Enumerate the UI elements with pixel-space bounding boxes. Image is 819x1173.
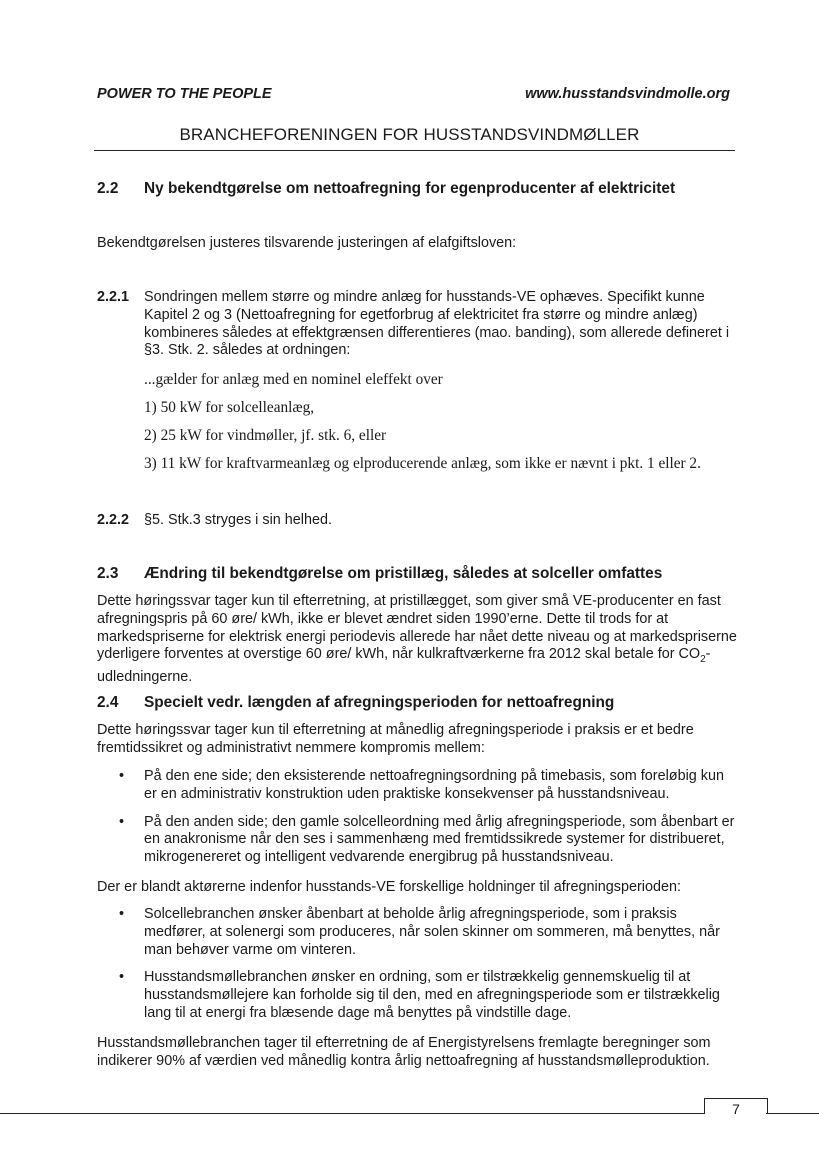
- paragraph-text-end: -udledningerne.: [97, 646, 711, 686]
- section-2-4-intro: Dette høringssvar tager kun til efterretning at månedlig afregningsperiode i praksis er et bedre fremtidssikret og administrativt nemmere kompromis mellem:: [97, 722, 694, 756]
- list-item: [97, 814, 737, 867]
- list-item-text: På den ene side; den eksisterende nettoafregningsordning på timebasis, som foreløbig kun er en administrativ konstruktion uden praktiske konsekvenser på husstandsniveau.: [144, 768, 724, 802]
- bullet-list-1: [97, 768, 737, 867]
- subscript-2: 2: [700, 654, 706, 666]
- bullet-icon: •: [119, 969, 125, 986]
- subsection-number: 2.2.1: [97, 289, 130, 305]
- list-item: [97, 906, 737, 959]
- footer-divider-right: [766, 1113, 819, 1114]
- section-number: 2.4: [97, 694, 119, 711]
- section-title: Ny bekendtgørelse om nettoafregning for egenproducenter af elektricitet: [144, 180, 676, 197]
- bullet-icon: •: [119, 768, 125, 784]
- section-2-4-middle: Der er blandt aktørerne indenfor husstands-VE forskellige holdninger til afregningsperioden:: [97, 879, 681, 895]
- footer-divider-left: [0, 1113, 705, 1114]
- section-heading-2-2: [97, 180, 675, 198]
- organization-title: BRANCHEFORENINGEN FOR HUSSTANDSVINDMØLLER: [179, 125, 640, 144]
- subsection-2-2-1: [97, 289, 737, 360]
- section-2-3-paragraph: [97, 593, 737, 687]
- section-title: Ændring til bekendtgørelse om pristillæg, således at solceller omfattes: [144, 565, 663, 582]
- header-slogan: POWER TO THE PEOPLE: [97, 86, 272, 102]
- bullet-icon: •: [119, 906, 125, 922]
- section-number: 2.3: [97, 565, 119, 582]
- list-item: [97, 969, 737, 1022]
- subsection-text: Sondringen mellem større og mindre anlæg for husstands-VE ophæves. Specifikt kunne Kapitel 2 og 3 (Nettoafregning for egetforbrug af elektricitet fra større og mindre anlæg) kombineres således at effektgrænsen differentieres (mao. banding), som allerede defineret i §3. Stk. 2. således at ordningen:: [144, 289, 730, 359]
- section-title: Specielt vedr. længden af afregningsperioden for nettoafregning: [144, 694, 615, 711]
- list-item-text: Husstandsmøllebranchen ønsker en ordning, som er tilstrækkelig gennemskuelig til at husstandsmøllejere kan forholde sig til den, med en afregningsperiode som er tilstrækkelig lang til at energi fra blæsende dage må benyttes på vindstille dage.: [144, 969, 720, 1021]
- list-item-text: På den anden side; den gamle solcelleordning med årlig afregningsperiode, som åbenbart er en anakronisme når den ses i sammenhæng med fremtidssikrede systemer for distribueret, mikrogenereret og intelligent vedvarende energibrug på husstandsniveau.: [144, 813, 735, 866]
- header-divider: [94, 150, 735, 151]
- section-heading-2-3: [97, 565, 662, 583]
- quote-line-2: 2) 25 kW for vindmøller, jf. stk. 6, eller: [144, 427, 387, 444]
- section-2-4-closing: Husstandsmøllebranchen tager til efterretning de af Energistyrelsens fremlagte beregninger som indikerer 90% af værdien ved månedlig kontra årlig nettoafregning af husstandsmølleproduktion.: [97, 1035, 711, 1069]
- section-heading-2-4: [97, 694, 614, 712]
- header-website[interactable]: www.husstandsvindmolle.org: [525, 86, 730, 102]
- quote-line-intro: ...gælder for anlæg med en nominel eleffekt over: [144, 371, 443, 388]
- bullet-icon: •: [119, 813, 125, 830]
- bullet-list-2: [97, 906, 737, 1023]
- section-number: 2.2: [97, 180, 119, 197]
- list-item-text: Solcellebranchen ønsker åbenbart at beholde årlig afregningsperiode, som i praksis medfører, at solenergi som produceres, når solen skinner om sommeren, må benyttes, når man behøver varme om vinteren.: [144, 906, 720, 958]
- subsection-number: 2.2.2: [97, 512, 130, 528]
- subsection-2-2-2: [97, 512, 737, 530]
- subsection-text: §5. Stk.3 stryges i sin helhed.: [144, 512, 332, 528]
- list-item: [97, 768, 737, 804]
- quote-line-3: 3) 11 kW for kraftvarmeanlæg og elproducerende anlæg, som ikke er nævnt i pkt. 1 eller 2.: [144, 455, 701, 472]
- paragraph-text: Dette høringssvar tager kun til efterretning, at pristillægget, som giver små VE-producenter en fast afregningspris på 60 øre/ kWh, ikke er blevet ændret siden 1990’erne. Dette til trods for at markedspriserne for elektrisk energi periodevis allerede har nået dette niveau og at markedspriserne yderligere forventes at overstige 60 øre/ kWh, når kulkraftværkerne fra 2012 skal betale for CO: [97, 593, 737, 663]
- section-2-2-intro: Bekendtgørelsen justeres tilsvarende justeringen af elafgiftsloven:: [97, 235, 517, 251]
- page-number: 7: [704, 1098, 768, 1114]
- quote-line-1: 1) 50 kW for solcelleanlæg,: [144, 399, 315, 416]
